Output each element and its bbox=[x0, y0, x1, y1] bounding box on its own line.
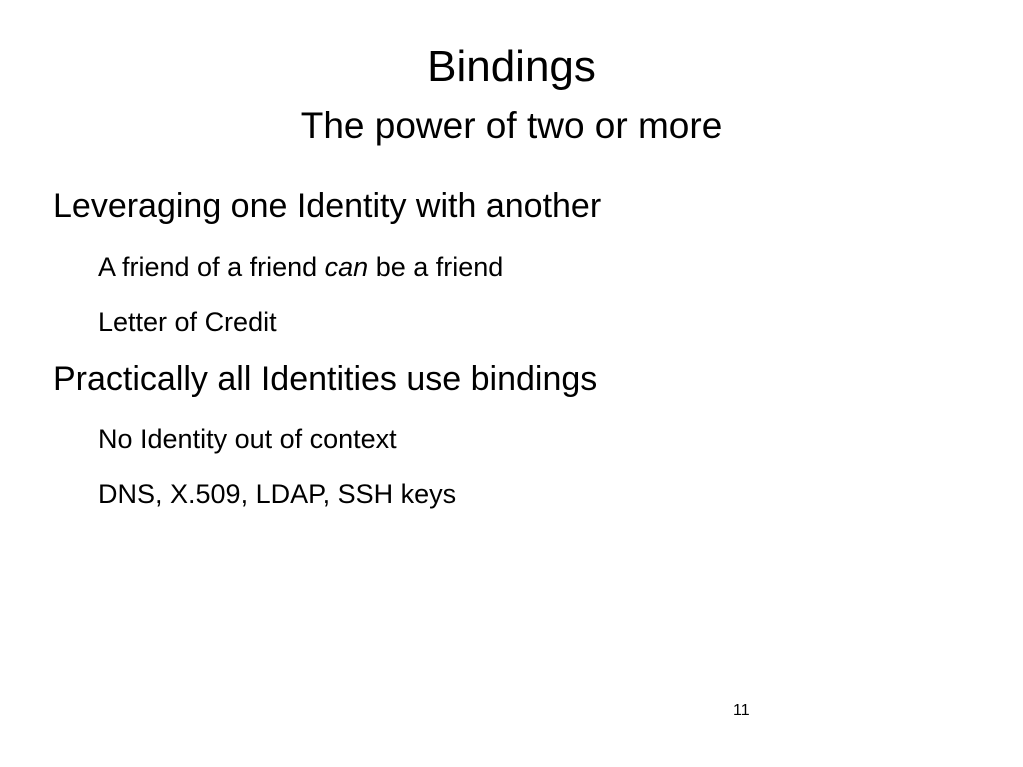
bullet-leveraging-identity: Leveraging one Identity with another bbox=[53, 187, 602, 225]
bullet-friend-suffix: be a friend bbox=[368, 252, 504, 282]
bullet-letter-of-credit: Letter of Credit bbox=[98, 307, 277, 337]
slide-title: Bindings bbox=[427, 42, 596, 91]
slide-subtitle: The power of two or more bbox=[300, 105, 723, 146]
bullet-friend-emphasis: can bbox=[324, 252, 369, 282]
bullet-friend-of-friend bbox=[98, 250, 503, 284]
page-number: 11 bbox=[733, 702, 750, 719]
bullet-identities-use-bindings: Practically all Identities use bindings bbox=[53, 360, 598, 398]
bullet-friend-prefix: A friend of a friend bbox=[98, 252, 325, 282]
bullet-dns-x509-ldap-ssh: DNS, X.509, LDAP, SSH keys bbox=[98, 479, 457, 509]
bullet-no-identity-out-of-context: No Identity out of context bbox=[98, 424, 397, 454]
